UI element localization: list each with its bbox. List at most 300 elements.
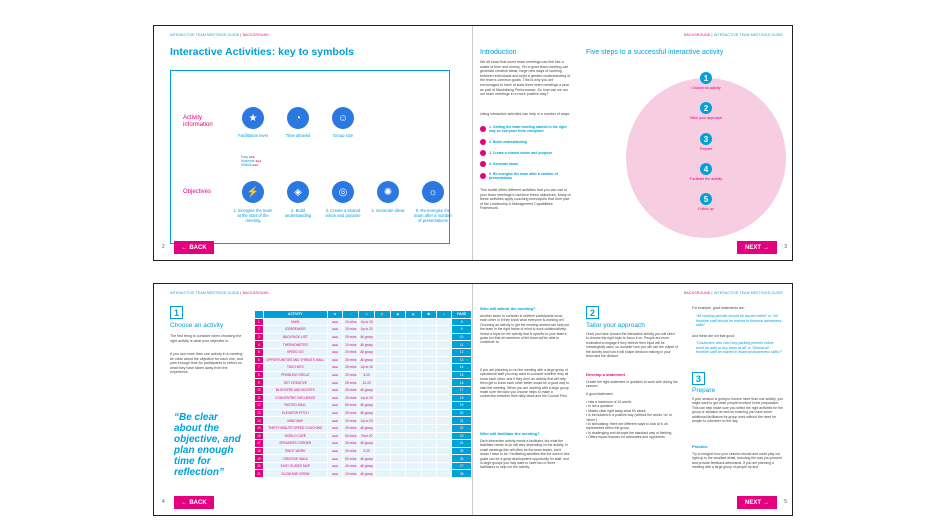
table-cell — [421, 371, 436, 379]
page-3 — [474, 26, 793, 260]
table-cell-n: 12 — [255, 402, 264, 410]
table-row — [255, 409, 472, 417]
arrow-left-icon: ← — [181, 499, 188, 506]
table-cell-page: 13 — [452, 356, 472, 364]
table-cell — [390, 402, 405, 410]
table-cell — [390, 455, 405, 463]
table-cell-page: 17 — [452, 386, 472, 394]
table-cell-n: 13 — [255, 409, 264, 417]
table-cell — [375, 326, 391, 334]
table-cell — [436, 364, 451, 372]
table-cell-activity: BLOCKERS AND BOOSTS — [263, 386, 327, 394]
table-cell-time: 20 mins — [343, 394, 359, 402]
table-cell-activity: PROBLEM CIRCLE — [263, 371, 327, 379]
table-cell-level: ●●● — [327, 348, 343, 356]
table-cell-time: 10 mins — [343, 318, 359, 326]
table-cell-activity: SPEAKERS CORNER — [263, 440, 327, 448]
arrow-left-icon: ← — [181, 244, 188, 251]
table-cell — [406, 364, 421, 372]
section-heading: Who will attend the meeting? — [480, 306, 536, 311]
page-header: BACKGROUND | INTERACTIVE TEAM MEETINGS GUIDE — [684, 33, 783, 37]
table-cell-activity: EASY GUIDES MAP — [263, 462, 327, 470]
activity-table — [254, 310, 472, 478]
table-cell-page: 14 — [452, 364, 472, 372]
table-cell — [436, 394, 451, 402]
table-cell-activity: MIND MAP — [263, 417, 327, 425]
table-cell — [390, 447, 405, 455]
table-cell — [375, 440, 391, 448]
table-cell-time: 20 mins — [343, 371, 359, 379]
table-cell-level: ●●● — [327, 318, 343, 326]
table-row — [255, 364, 472, 372]
table-row — [255, 356, 472, 364]
intro-paragraph: This toolkit offers different activities that you can use in your team meetings to achieve these objectives. Many of these activities apply coaching techniques that form part of the Leadership & Management Capabilities Framework. — [480, 188, 571, 211]
table-cell-page: 11 — [452, 341, 472, 349]
page-5 — [474, 284, 793, 515]
table-cell — [390, 333, 405, 341]
table-cell-activity: GET CREATIVE — [263, 379, 327, 387]
table-cell-time: 60 mins — [343, 402, 359, 410]
table-cell — [375, 447, 391, 455]
table-cell — [375, 462, 391, 470]
table-cell-page: 15 — [452, 371, 472, 379]
page-header: INTERACTIVE TEAM MEETINGS GUIDE | BACKGROUND — [170, 33, 269, 37]
table-cell-time: 60 mins — [343, 455, 359, 463]
table-cell-time: 20 mins — [343, 417, 359, 425]
table-cell-activity: SPEED GO — [263, 348, 327, 356]
table-cell — [436, 440, 451, 448]
table-cell — [436, 371, 451, 379]
table-cell — [421, 379, 436, 387]
objective-bullet: 2. Build understanding — [480, 139, 572, 145]
page-column-header: PAGE — [452, 311, 472, 319]
table-cell-level: ●●● — [327, 356, 343, 364]
table-cell — [421, 470, 436, 478]
table-cell-n: 7 — [255, 364, 264, 372]
table-cell-time: 30 mins — [343, 440, 359, 448]
table-cell — [390, 432, 405, 440]
time-allowed-label: Time allowed — [285, 133, 311, 138]
table-cell — [421, 462, 436, 470]
list-item: • Makes clear right away what it's about. — [586, 408, 647, 413]
table-cell-level: ●●● — [327, 447, 343, 455]
step-number: 1 — [170, 306, 183, 319]
body-paragraph: For example, good statements are: — [692, 306, 745, 310]
table-cell — [421, 455, 436, 463]
table-cell — [421, 364, 436, 372]
table-cell-activity: ELEVATOR PITCH — [263, 409, 327, 417]
table-cell — [406, 326, 421, 334]
table-cell-size: Up to 15 — [360, 395, 373, 400]
table-row — [255, 326, 472, 334]
table-cell-n: 8 — [255, 371, 264, 379]
table-cell-time: 40 mins — [343, 462, 359, 470]
table-cell-size: All group — [360, 456, 373, 461]
table-cell-page: 28 — [452, 470, 472, 478]
table-cell — [406, 386, 421, 394]
table-cell-level: ●●● — [327, 326, 343, 334]
table-row — [255, 371, 472, 379]
table-cell-level: ●●● — [327, 333, 343, 341]
re-energise-column-icon: ☼ — [436, 311, 451, 319]
table-cell — [421, 424, 436, 432]
table-cell-size: All group — [360, 350, 373, 355]
table-row — [255, 462, 472, 470]
list-item: • Is formulated in a positive way (without the words 'no' or 'never'). — [586, 413, 672, 422]
table-cell — [375, 394, 391, 402]
ideas-column-icon: ✺ — [421, 311, 436, 319]
table-cell — [406, 356, 421, 364]
table-cell-level: ●●● — [327, 341, 343, 349]
table-cell-page: 16 — [452, 379, 472, 387]
table-cell — [375, 371, 391, 379]
table-cell-activity: BACKPACK LIST — [263, 333, 327, 341]
steps-title: Five steps to a successful interactive activity — [586, 49, 724, 56]
table-cell — [436, 424, 451, 432]
time-column-icon: ◔ — [343, 311, 359, 319]
generate-ideas-icon: ✺ — [377, 181, 399, 203]
table-cell-level: ●●● — [327, 462, 343, 470]
table-cell-level: ●●● — [327, 394, 343, 402]
table-cell-activity: CONCENTRIC INFLUENCE — [263, 394, 327, 402]
table-cell — [436, 326, 451, 334]
objective-bullet: 3. Create a shared vision and purpose — [480, 150, 572, 156]
table-cell — [421, 318, 436, 326]
table-cell-page: 22 — [452, 424, 472, 432]
table-cell-page: 12 — [452, 348, 472, 356]
table-cell-activity: OPPORTUNITIES AND THREATS WALL — [263, 356, 327, 364]
table-cell-size: All group — [360, 464, 373, 469]
understanding-column-icon: ◈ — [390, 311, 405, 319]
objectives-label: Objectives — [183, 189, 212, 195]
table-cell — [421, 341, 436, 349]
table-cell — [436, 318, 451, 326]
table-cell-activity: THERMOMETER — [263, 341, 327, 349]
table-cell-activity: THIRTY MINUTE SPEED COACHING — [263, 424, 327, 432]
table-cell — [421, 447, 436, 455]
table-cell — [406, 424, 421, 432]
table-row — [255, 447, 472, 455]
table-cell — [390, 364, 405, 372]
table-cell-page: 27 — [452, 462, 472, 470]
body-paragraph: And these are not that good: — [692, 334, 735, 338]
table-cell — [421, 348, 436, 356]
list-item: • Offers equal chances for advocates and opponents. — [586, 435, 666, 440]
table-cell — [375, 402, 391, 410]
step-number: 3 — [700, 133, 712, 145]
body-paragraph: Create the right statement or question to work with during the session. — [586, 380, 678, 389]
list-item: • Has a maximum of 10 words. — [586, 400, 633, 404]
table-cell — [436, 348, 451, 356]
table-cell-n: 11 — [255, 394, 264, 402]
table-cell-level: ●●● — [327, 371, 343, 379]
level-key: Easy ●●● Moderate ●●● Difficult ●●● — [241, 155, 262, 168]
table-row — [255, 470, 472, 478]
table-cell-activity: MAIN — [263, 318, 327, 326]
table-cell — [390, 348, 405, 356]
table-cell-activity: GLOW AND GROW — [263, 470, 327, 478]
table-cell — [436, 333, 451, 341]
page-header: INTERACTIVE TEAM MEETINGS GUIDE | BACKGROUND — [170, 291, 269, 295]
table-cell-level: ●●● — [327, 409, 343, 417]
table-cell-time: 30 mins — [343, 386, 359, 394]
list-item: • Is not a question. — [586, 404, 614, 409]
table-cell — [375, 470, 391, 478]
understanding-icon: ◈ — [287, 181, 309, 203]
section-heading: Who will facilitate the meeting? — [480, 431, 540, 436]
arrow-right-icon: → — [763, 499, 769, 506]
table-cell-size: All group — [360, 335, 373, 340]
table-cell — [421, 417, 436, 425]
table-cell — [390, 318, 405, 326]
table-cell-n: 3 — [255, 333, 264, 341]
table-cell — [436, 462, 451, 470]
step-number: 2 — [586, 306, 599, 319]
table-cell-activity: SWOT WORK — [263, 447, 327, 455]
table-cell-size: All group — [360, 342, 373, 347]
table-cell — [406, 402, 421, 410]
re-energise-icon: ☼ — [422, 181, 444, 203]
table-cell-level: ●●● — [327, 402, 343, 410]
table-cell-size: All group — [360, 357, 373, 362]
table-cell-page: 20 — [452, 409, 472, 417]
table-cell — [406, 455, 421, 463]
table-cell-n: 6 — [255, 356, 264, 364]
table-cell — [375, 424, 391, 432]
intro-paragraph: Using interactive activities can help in a number of ways: — [480, 112, 571, 116]
table-cell-activity: TWO HATS — [263, 364, 327, 372]
table-cell-n: 2 — [255, 326, 264, 334]
table-row — [255, 318, 472, 326]
step-label: Tailor your approach — [689, 116, 723, 120]
step-title: Choose an activity — [170, 322, 224, 329]
table-cell-time: 30 mins — [343, 424, 359, 432]
page-number: 2 — [162, 244, 165, 250]
table-cell-time: 15 mins — [343, 326, 359, 334]
table-cell-level: ●●● — [327, 455, 343, 463]
table-cell — [436, 447, 451, 455]
table-cell — [406, 440, 421, 448]
section-heading: Practice — [692, 444, 708, 449]
table-cell-time: 10 mins — [343, 341, 359, 349]
table-cell — [421, 386, 436, 394]
table-cell-n: 20 — [255, 462, 264, 470]
objective-label: 3. Create a shared vision and purpose — [325, 208, 361, 218]
intro-title: Introduction — [480, 49, 517, 56]
shared-vision-icon: ◎ — [332, 181, 354, 203]
table-cell-time: 20 mins — [343, 333, 359, 341]
next-button[interactable]: NEXT → — [737, 241, 777, 254]
table-cell — [375, 379, 391, 387]
table-cell-size: 5-20 — [359, 371, 375, 379]
table-cell — [375, 341, 391, 349]
activity-column-header: ACTIVITY — [263, 311, 327, 319]
table-cell — [406, 318, 421, 326]
body-paragraph: A good statement: — [586, 392, 614, 396]
table-cell-n: 14 — [255, 417, 264, 425]
table-cell — [375, 455, 391, 463]
page-number: 4 — [162, 499, 165, 505]
table-cell — [375, 318, 391, 326]
table-cell-size: All group — [360, 411, 373, 416]
table-cell — [375, 364, 391, 372]
page-2 — [154, 26, 473, 260]
table-cell-page: 25 — [452, 447, 472, 455]
body-paragraph: Another factor to consider is whether participants know each other or if they know what everyone is working on? Choosing an activity to get the meeting started can help put the team in the right frame of mind to work collaboratively. Select a topic for the activity that is specific to your team's goals but that all members of the team will be able to contribute to. — [480, 314, 570, 345]
pull-quote: “Be clear about the objective, and plan enough time for reflection” — [174, 412, 241, 478]
table-cell — [390, 440, 405, 448]
body-paragraph: If you use more than one activity in a meeting be clear about the objective for each one, and plan enough time for participants to reflect on what they have taken away from the experience. — [170, 352, 243, 375]
list-item: • Is challenging and disrupts the standard way of thinking. — [586, 430, 673, 435]
table-cell-size: Over 20 — [359, 432, 375, 440]
step-label: Follow up — [698, 207, 714, 211]
step-number: 3 — [692, 372, 705, 385]
table-cell-size: Up to 15 — [360, 319, 373, 324]
page-number: 5 — [784, 499, 787, 505]
table-cell-activity: WORLD CAFÉ — [263, 432, 327, 440]
table-cell-n: 17 — [255, 440, 264, 448]
table-cell-time: 15 mins — [343, 364, 359, 372]
table-cell — [375, 432, 391, 440]
body-paragraph: Try to imagine how your session should and could play out right up to the smallest detail, including the way you present and provide feedback afterwards. If you are planning a meeting with a large group of people try and — [692, 452, 782, 470]
vision-column-icon: ◎ — [406, 311, 421, 319]
table-cell — [406, 470, 421, 478]
step-label: Facilitate the activity — [689, 177, 723, 181]
table-cell — [375, 348, 391, 356]
table-cell-level: ●●● — [327, 379, 343, 387]
table-cell — [375, 356, 391, 364]
group-size-icon: ☺ — [332, 107, 354, 129]
table-cell-level: ●●● — [327, 470, 343, 478]
objective-label: 4. Generate ideas — [371, 208, 405, 213]
step-title: Prepare — [692, 387, 716, 394]
table-cell-n: 15 — [255, 424, 264, 432]
table-cell — [406, 371, 421, 379]
table-cell-level: ●●● — [327, 440, 343, 448]
table-cell-size: Up to 20 — [360, 418, 373, 423]
energise-icon: ⚡ — [242, 181, 264, 203]
table-cell — [390, 326, 405, 334]
table-cell — [390, 341, 405, 349]
facilitation-level-icon: ★ — [242, 107, 264, 129]
table-cell-level: ●●● — [327, 432, 343, 440]
table-row — [255, 424, 472, 432]
step-number: 4 — [700, 163, 712, 175]
table-row — [255, 394, 472, 402]
table-cell — [375, 333, 391, 341]
next-button[interactable]: NEXT → — [737, 496, 777, 509]
objective-label: 1. Energise the team at the start of the meeting — [233, 208, 273, 223]
step-title: Tailor your approach — [586, 322, 645, 329]
table-cell — [421, 402, 436, 410]
table-cell — [421, 356, 436, 364]
table-cell — [406, 447, 421, 455]
table-cell — [390, 379, 405, 387]
objective-bullet: 1. Getting the team meeting started in the right way so everyone feels energised — [480, 125, 572, 133]
statement-bullets — [586, 400, 678, 440]
table-cell — [421, 440, 436, 448]
table-cell-n: 18 — [255, 447, 264, 455]
table-cell-level: ●●● — [327, 424, 343, 432]
body-paragraph: Once you have chosen the interactive activity you will need to choose the right topic to focus it on. People are more motivated to engage if they believe their input will be meaningfully used, so consider how you will use the output of the activity and how it will shape decision making in your team and the division. — [586, 332, 678, 359]
table-cell — [390, 470, 405, 478]
table-cell — [390, 417, 405, 425]
table-cell — [390, 394, 405, 402]
table-cell-n: 19 — [255, 455, 264, 463]
level-column-icon: ★ — [327, 311, 343, 319]
time-allowed-icon: ◔ — [287, 107, 309, 129]
table-cell — [406, 341, 421, 349]
objective-bullet: 5. Re-energise the team after a number of presentations — [480, 172, 572, 180]
table-cell — [375, 417, 391, 425]
page-header: BACKGROUND | INTERACTIVE TEAM MEETINGS GUIDE — [684, 291, 783, 295]
table-cell-page: 10 — [452, 333, 472, 341]
table-cell — [406, 462, 421, 470]
step-number: 1 — [700, 72, 712, 84]
objective-bullet: 4. Generate ideas — [480, 161, 572, 167]
table-cell-page: 8 — [452, 318, 472, 326]
step-label: Choose an activity — [691, 86, 721, 90]
page-4 — [154, 284, 473, 515]
table-cell-n: 5 — [255, 348, 264, 356]
body-paragraph: If you are planning to run the meeting with a large group of operational staff you may want to consider whether they all know each other, and if they don't an activity that will help them get to know each other better would be a good way to start the meeting. When you are working with a large group make sure the topic you choose helps to make a connection between their daily tasks and the Council Plan. — [480, 368, 569, 399]
table-row — [255, 333, 472, 341]
table-cell-time: 20 mins — [343, 348, 359, 356]
table-cell-page: 19 — [452, 402, 472, 410]
body-paragraph: If your session is going to involve more than one activity, you might want to get other people involved in the preparation. This can help make sure you select the right activities for the group or situation as well as ensuring you have some additional facilitators for group work without the need for people to volunteer on the day. — [692, 397, 783, 424]
table-cell — [436, 409, 451, 417]
table-cell — [436, 386, 451, 394]
step-number: 5 — [700, 193, 712, 205]
table-row — [255, 440, 472, 448]
page-title: Interactive Activities: key to symbols — [170, 46, 355, 58]
table-cell-page: 24 — [452, 440, 472, 448]
back-button[interactable]: ← BACK — [174, 496, 214, 509]
back-button[interactable]: ← BACK — [174, 241, 214, 254]
table-cell-n: 10 — [255, 386, 264, 394]
table-cell-page: 23 — [452, 432, 472, 440]
step-number: 2 — [700, 102, 712, 114]
table-row — [255, 455, 472, 463]
table-cell — [421, 409, 436, 417]
table-cell — [421, 326, 436, 334]
table-cell — [390, 356, 405, 364]
table-cell-time: 10 mins — [343, 470, 359, 478]
body-paragraph: The first thing to consider when choosing the right activity is what your objective is. — [170, 334, 242, 343]
table-cell — [406, 394, 421, 402]
table-cell-page: 9 — [452, 326, 472, 334]
list-item: • Is stimulating: there are different ways to look at it, all represented within the group. — [586, 422, 668, 431]
table-cell-size: Up to 20 — [360, 327, 373, 332]
facilitation-level-label: Facilitation level — [238, 133, 268, 138]
table-cell-page: 18 — [452, 394, 472, 402]
energise-column-icon: ⚡ — [375, 311, 391, 319]
table-cell-n: 4 — [255, 341, 264, 349]
table-cell-time: 25 mins — [343, 379, 359, 387]
table-cell — [390, 424, 405, 432]
example-quote: “Customers who can't buy parking permits online won't be able to buy them at all” or “Should all frontline staff be trained in financial awareness skills?” — [696, 341, 782, 355]
table-row — [255, 402, 472, 410]
table-row — [255, 417, 472, 425]
table-cell — [436, 356, 451, 364]
table-cell — [390, 409, 405, 417]
table-cell-level: ●●● — [327, 417, 343, 425]
table-cell-n: 16 — [255, 432, 264, 440]
table-cell-n: 9 — [255, 379, 264, 387]
table-cell-level: ●●● — [327, 364, 343, 372]
table-cell — [436, 379, 451, 387]
activity-info-label: Activity information — [183, 115, 213, 128]
